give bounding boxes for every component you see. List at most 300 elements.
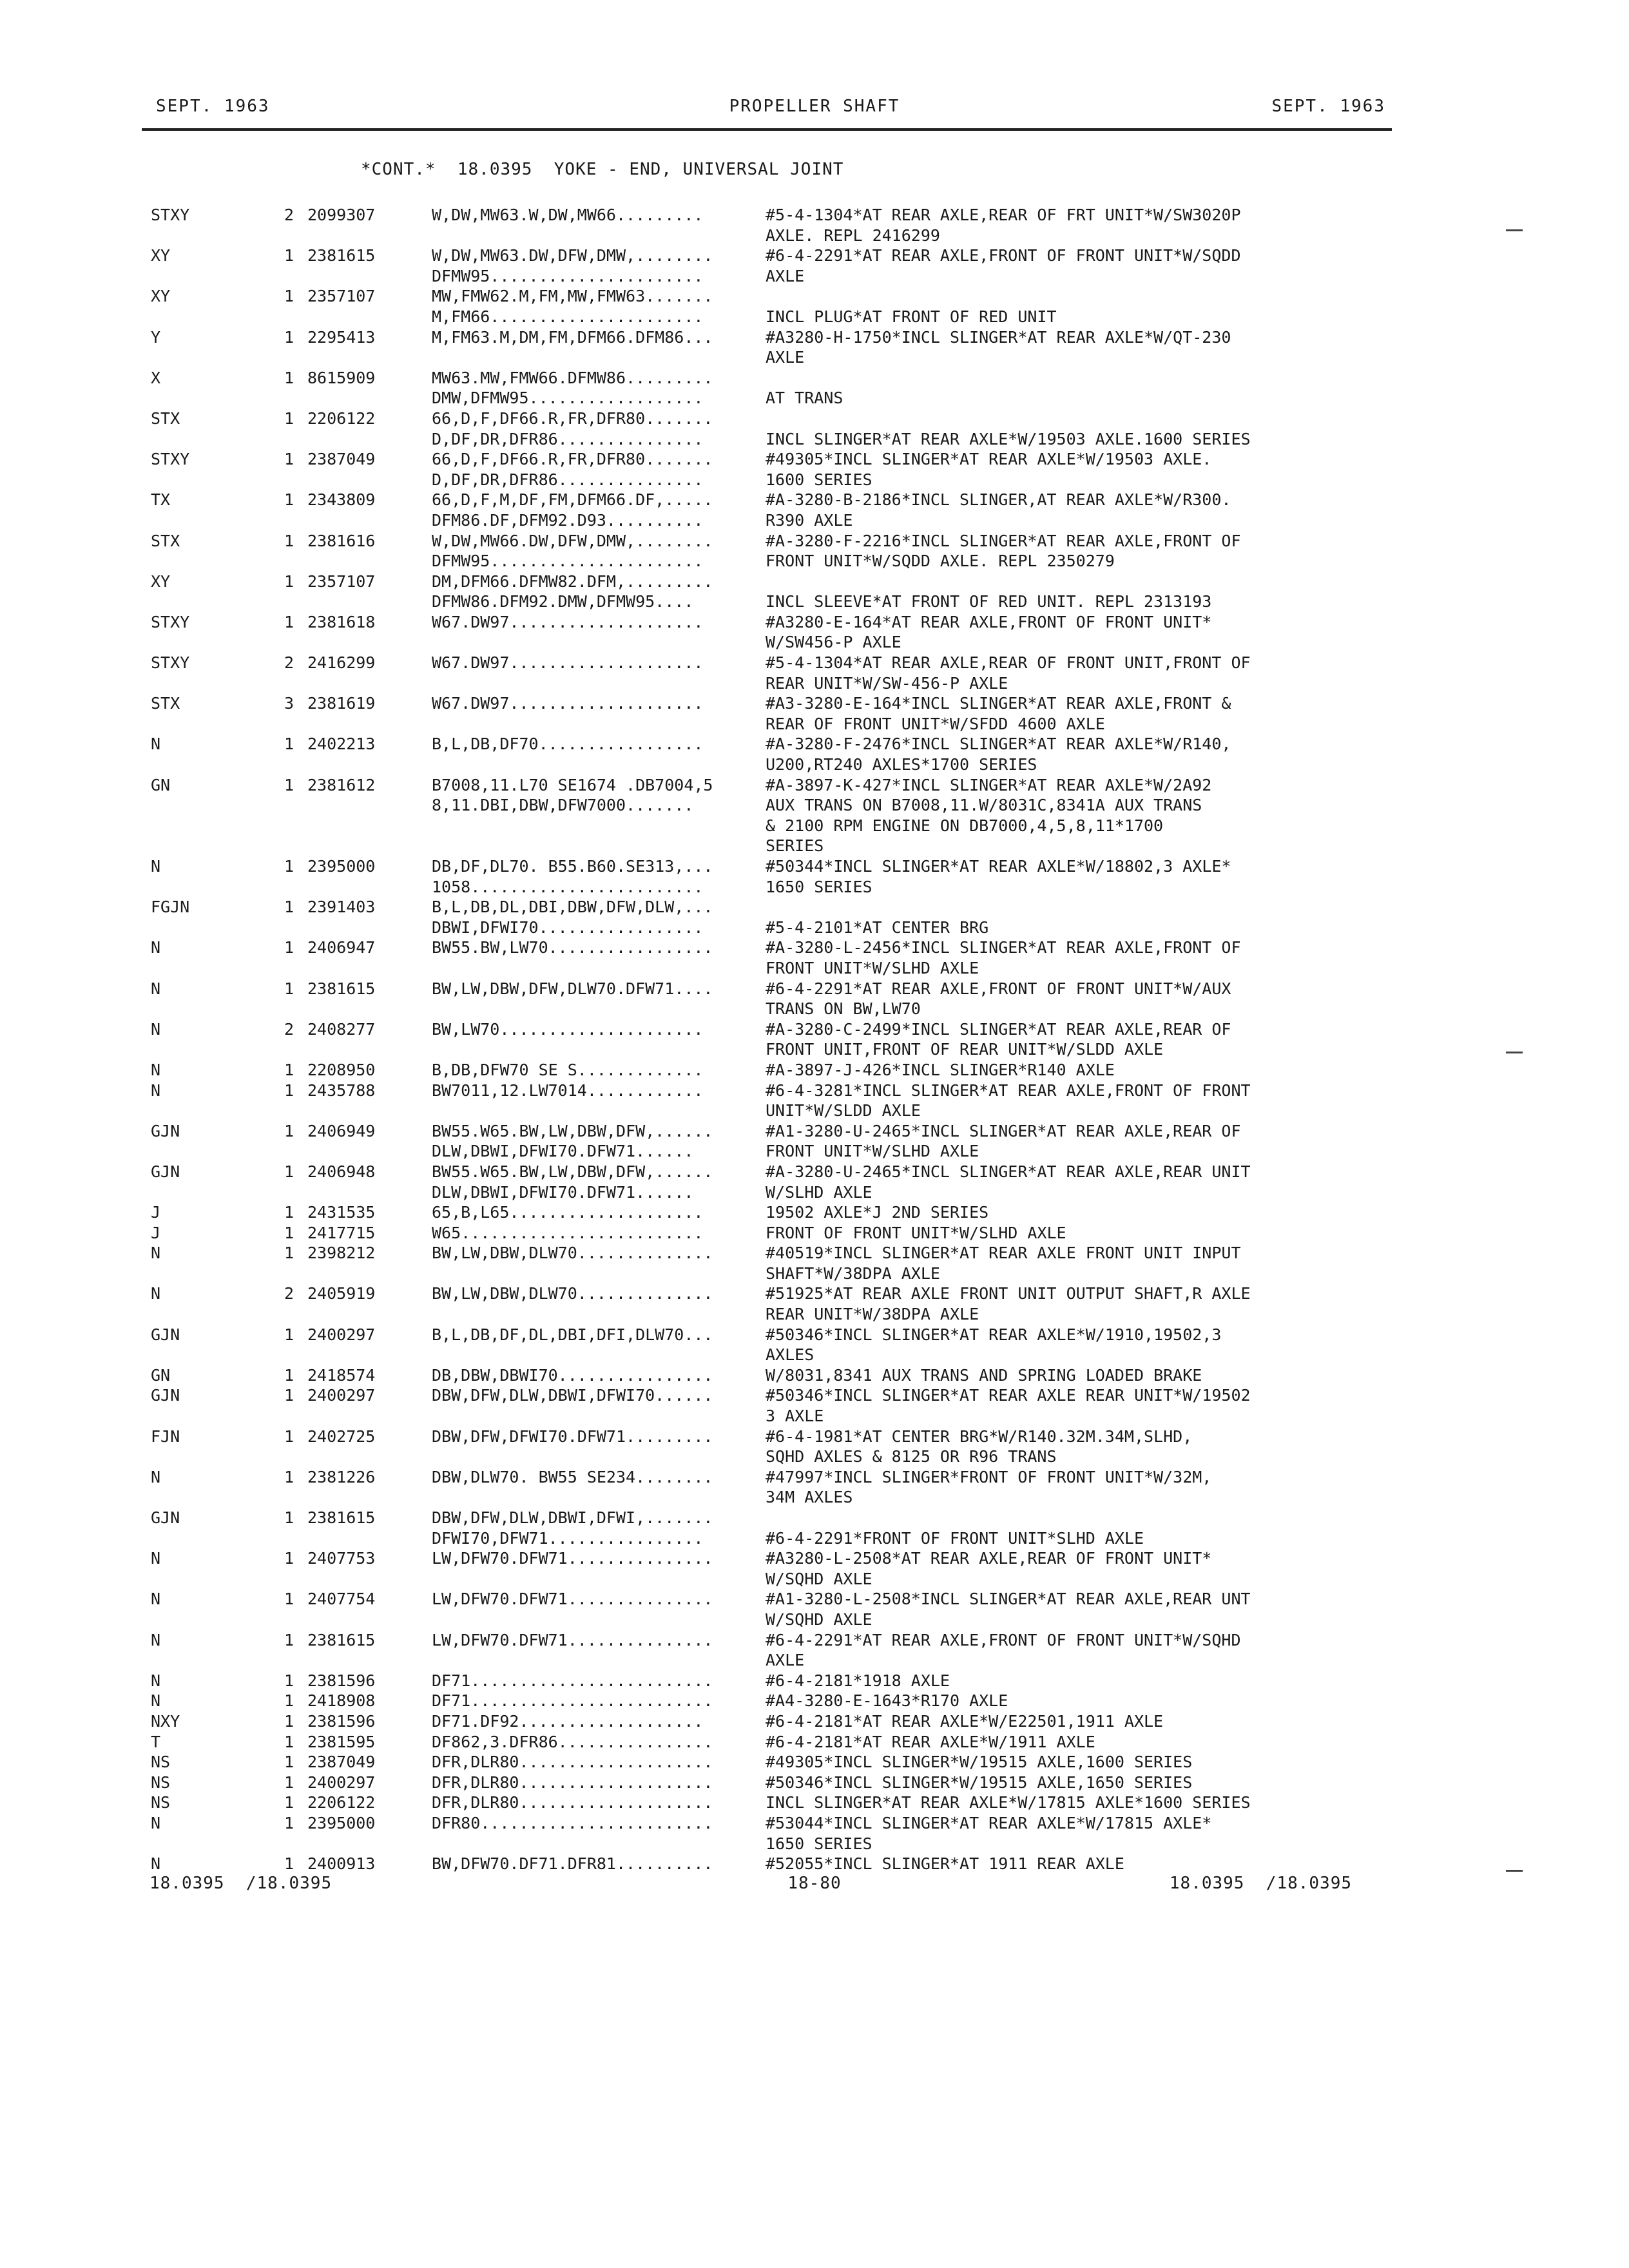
entry-quantity: 1 [284, 1549, 294, 1568]
entry-line [0, 1508, 1629, 1528]
entry-description: AXLE [766, 348, 805, 367]
entry-models: 8,11.DBI,DBW,DFW7000....... [432, 796, 694, 815]
entry-code: NXY [151, 1711, 180, 1731]
entry-part-number: 2416299 [307, 653, 376, 673]
entry-models: DBW,DFW,DLW,DBWI,DFWI,....... [432, 1508, 713, 1527]
entry-description: REAR OF FRONT UNIT*W/SFDD 4600 AXLE [766, 714, 1105, 733]
entry-part-number: 2398212 [307, 1244, 376, 1263]
entry-code: NS [151, 1793, 171, 1812]
entry-models: DF71......................... [432, 1691, 713, 1711]
entry-code: N [151, 938, 161, 957]
entry-description: #5-4-1304*AT REAR AXLE,REAR OF FRONT UNIT,FRONT OF [766, 653, 1251, 673]
entry-models: D,DF,DR,DFR86............... [432, 470, 704, 489]
entry-models: DBW,DFW,DLW,DBWI,DFWI70...... [432, 1386, 713, 1405]
part-entry [0, 693, 1629, 734]
entry-models: BW,LW70..................... [432, 1019, 704, 1039]
entry-code: FJN [151, 1427, 180, 1446]
entry-line [0, 1630, 1629, 1651]
entry-description: #A-3280-U-2465*INCL SLINGER*AT REAR AXLE,REAR UNIT [766, 1162, 1251, 1181]
part-entry [0, 1121, 1629, 1162]
entry-description: #A-3280-F-2476*INCL SLINGER*AT REAR AXLE*W/R140, [766, 735, 1231, 754]
entry-line [0, 1548, 1629, 1569]
part-entry [0, 286, 1629, 327]
entry-description: #6-4-2291*FRONT OF FRONT UNIT*SLHD AXLE [766, 1528, 1144, 1548]
entry-quantity: 1 [284, 1590, 294, 1609]
header-rule [142, 128, 1392, 131]
entry-line [0, 1406, 1629, 1427]
part-entry [0, 1671, 1629, 1691]
part-entry [0, 1325, 1629, 1365]
entry-description: FRONT UNIT*W/SLHD AXLE [766, 1142, 979, 1161]
entry-line [0, 449, 1629, 470]
entry-models: B,L,DB,DL,DBI,DBW,DFW,DLW,... [432, 898, 713, 917]
entry-quantity: 1 [284, 1386, 294, 1405]
entry-quantity: 1 [284, 1365, 294, 1385]
entry-code: N [151, 1813, 161, 1832]
entry-models: W67.DW97.................... [432, 694, 704, 713]
entry-description: #49305*INCL SLINGER*AT REAR AXLE*W/19503 AXLE. [766, 450, 1212, 469]
footer-ref-right: 18.0395 /18.0395 [1169, 1874, 1352, 1893]
entry-line [0, 266, 1629, 287]
entry-code: STX [151, 694, 180, 713]
entry-line [0, 245, 1629, 266]
entry-description: FRONT UNIT*W/SQDD AXLE. REPL 2350279 [766, 552, 1115, 571]
entry-code: N [151, 857, 161, 876]
entry-description: 19502 AXLE*J 2ND SERIES [766, 1203, 989, 1222]
entry-line [0, 286, 1629, 307]
entry-description: #50346*INCL SLINGER*AT REAR AXLE REAR UNIT*W/19502 [766, 1386, 1251, 1405]
entry-quantity: 1 [284, 1244, 294, 1263]
entry-code: GJN [151, 1325, 180, 1344]
entry-part-number: 2406949 [307, 1121, 376, 1140]
entry-quantity: 1 [284, 1753, 294, 1772]
part-entry [0, 1854, 1629, 1874]
entry-line [0, 1711, 1629, 1732]
entry-code: N [151, 1060, 161, 1079]
entry-models: MW,FMW62.M,FM,MW,FMW63....... [432, 287, 713, 306]
entry-description: 34M AXLES [766, 1488, 853, 1507]
entry-code: STX [151, 531, 180, 550]
part-entry [0, 1243, 1629, 1283]
entry-part-number: 2431535 [307, 1203, 376, 1222]
entry-line [0, 1446, 1629, 1467]
part-entry [0, 1385, 1629, 1426]
entry-line [0, 653, 1629, 673]
entry-models: W65......................... [432, 1223, 704, 1242]
entry-line [0, 1732, 1629, 1753]
entry-description: #50346*INCL SLINGER*AT REAR AXLE*W/1910,19502,3 [766, 1325, 1222, 1344]
entry-line [0, 816, 1629, 836]
entry-line [0, 1345, 1629, 1365]
entry-code: STXY [151, 206, 190, 224]
entry-quantity: 1 [284, 1223, 294, 1242]
entry-description: #A3280-L-2508*AT REAR AXLE,REAR OF FRONT UNIT* [766, 1549, 1212, 1568]
entry-quantity: 1 [284, 612, 294, 631]
entry-quantity: 1 [284, 1081, 294, 1100]
entry-description: 1650 SERIES [766, 877, 872, 896]
margin-mark [1506, 229, 1523, 231]
entry-description: #A3280-E-164*AT REAR AXLE,FRONT OF FRONT UNIT* [766, 612, 1212, 631]
entry-models: LW,DFW70.DFW71............... [432, 1590, 713, 1609]
part-entry [0, 1548, 1629, 1589]
part-entry [0, 1019, 1629, 1060]
entry-code: N [151, 1467, 161, 1486]
part-entry [0, 1081, 1629, 1121]
entry-quantity: 1 [284, 408, 294, 428]
entry-line [0, 979, 1629, 999]
entry-quantity: 1 [284, 1711, 294, 1731]
entry-line [0, 307, 1629, 327]
entry-code: J [151, 1223, 161, 1242]
part-entry [0, 327, 1629, 368]
part-entry [0, 612, 1629, 653]
entry-quantity: 1 [284, 1427, 294, 1446]
part-entry [0, 1467, 1629, 1508]
entry-description: #A1-3280-L-2508*INCL SLINGER*AT REAR AXLE,REAR UNT [766, 1590, 1251, 1609]
parts-list [0, 205, 1629, 1874]
entry-code: XY [151, 246, 171, 265]
entry-line [0, 1671, 1629, 1691]
entry-code: N [151, 979, 161, 998]
entry-line [0, 1162, 1629, 1182]
entry-models: DBWI,DFWI70................. [432, 918, 704, 937]
entry-code: FGJN [151, 898, 190, 917]
entry-description: AXLE. REPL 2416299 [766, 226, 940, 245]
part-entry [0, 979, 1629, 1019]
entry-description: W/8031,8341 AUX TRANS AND SPRING LOADED BRAKE [766, 1365, 1202, 1385]
part-entry [0, 1792, 1629, 1813]
entry-models: BW,LW,DBW,DFW,DLW70.DFW71.... [432, 979, 713, 998]
entry-models: M,FM66...................... [432, 307, 704, 326]
entry-models: 1058........................ [432, 877, 704, 896]
entry-part-number: 2418574 [307, 1365, 376, 1385]
entry-code: N [151, 1590, 161, 1609]
entry-code: N [151, 1630, 161, 1649]
entry-part-number: 2381595 [307, 1732, 376, 1751]
entry-part-number: 2381616 [307, 531, 376, 550]
part-entry [0, 368, 1629, 408]
entry-line [0, 470, 1629, 490]
entry-line [0, 1610, 1629, 1630]
entry-line [0, 368, 1629, 389]
entry-line [0, 714, 1629, 735]
entry-models: DFR80........................ [432, 1813, 713, 1832]
entry-models: M,FM63.M,DM,FM,DFM66.DFM86... [432, 327, 713, 347]
part-entry [0, 490, 1629, 530]
entry-code: Y [151, 327, 161, 347]
entry-quantity: 1 [284, 1162, 294, 1181]
entry-line [0, 1121, 1629, 1142]
entry-description: #6-4-2181*AT REAR AXLE*W/E22501,1911 AXLE [766, 1711, 1164, 1731]
entry-line [0, 591, 1629, 612]
entry-models: DBW,DFW,DFWI70.DFW71......... [432, 1427, 713, 1446]
entry-models: W,DW,MW63.W,DW,MW66......... [432, 206, 704, 224]
entry-models: DM,DFM66.DFMW82.DFM,......... [432, 572, 713, 591]
entry-quantity: 2 [284, 1019, 294, 1039]
entry-quantity: 1 [284, 327, 294, 347]
entry-description: #6-4-2291*AT REAR AXLE,FRONT OF FRONT UNIT*W/SQDD [766, 246, 1241, 265]
entry-models: 66,D,F,DF66.R,FR,DFR80....... [432, 450, 713, 469]
entry-models: BW55.W65.BW,LW,DBW,DFW,...... [432, 1162, 713, 1181]
entry-line [0, 388, 1629, 408]
entry-description: AXLE [766, 266, 805, 285]
entry-description: #A3-3280-E-164*INCL SLINGER*AT REAR AXLE,FRONT & [766, 694, 1231, 713]
part-entry [0, 856, 1629, 897]
entry-code: STXY [151, 612, 190, 631]
entry-models: DF71......................... [432, 1671, 713, 1690]
entry-description: #53044*INCL SLINGER*AT REAR AXLE*W/17815 AXLE* [766, 1813, 1212, 1832]
entry-description: #A-3280-L-2456*INCL SLINGER*AT REAR AXLE,FRONT OF [766, 938, 1241, 957]
entry-description: #A-3280-F-2216*INCL SLINGER*AT REAR AXLE,FRONT OF [766, 531, 1241, 550]
entry-line [0, 958, 1629, 979]
entry-models: DFWI70,DFW71................ [432, 1528, 704, 1548]
entry-models: DB,DF,DL70. B55.B60.SE313,... [432, 857, 713, 876]
entry-description: #51925*AT REAR AXLE FRONT UNIT OUTPUT SHAFT,R AXLE [766, 1284, 1251, 1303]
entry-models: D,DF,DR,DFR86............... [432, 429, 704, 448]
entry-quantity: 1 [284, 1671, 294, 1690]
part-entry [0, 775, 1629, 856]
entry-description: #A1-3280-U-2465*INCL SLINGER*AT REAR AXLE,REAR OF [766, 1121, 1241, 1140]
entry-code: GJN [151, 1121, 180, 1140]
part-entry [0, 1202, 1629, 1223]
entry-description: U200,RT240 AXLES*1700 SERIES [766, 755, 1037, 774]
entry-part-number: 2387049 [307, 450, 376, 469]
entry-code: T [151, 1732, 161, 1751]
part-entry [0, 1223, 1629, 1244]
entry-models: DF71.DF92................... [432, 1711, 704, 1731]
entry-description: #50344*INCL SLINGER*AT REAR AXLE*W/18802,3 AXLE* [766, 857, 1231, 876]
entry-line [0, 1792, 1629, 1813]
entry-description: #A3280-H-1750*INCL SLINGER*AT REAR AXLE*W/QT-230 [766, 327, 1231, 347]
entry-line [0, 1467, 1629, 1488]
entry-line [0, 429, 1629, 450]
part-entry [0, 531, 1629, 572]
entry-code: X [151, 368, 161, 387]
part-entry [0, 897, 1629, 937]
entry-description: AUX TRANS ON B7008,11.W/8031C,8341A AUX TRANS [766, 796, 1202, 815]
part-entry [0, 408, 1629, 449]
entry-models: 66,D,F,DF66.R,FR,DFR80....... [432, 408, 713, 428]
entry-description: TRANS ON BW,LW70 [766, 999, 921, 1019]
entry-models: LW,DFW70.DFW71............... [432, 1549, 713, 1568]
entry-line [0, 734, 1629, 754]
entry-part-number: 2406947 [307, 938, 376, 957]
entry-description: W/SQHD AXLE [766, 1610, 872, 1629]
entry-quantity: 1 [284, 735, 294, 754]
entry-part-number: 2357107 [307, 572, 376, 591]
entry-line [0, 1019, 1629, 1040]
entry-description: W/SQHD AXLE [766, 1569, 872, 1588]
part-entry [0, 734, 1629, 774]
entry-part-number: 2381619 [307, 694, 376, 713]
entry-models: BW55.BW,LW70................. [432, 938, 713, 957]
entry-description: #A-3280-B-2186*INCL SLINGER,AT REAR AXLE*W/R300. [766, 490, 1231, 510]
entry-description: #6-4-1981*AT CENTER BRG*W/R140.32M.34M,SLHD, [766, 1427, 1193, 1446]
page-number: 18-80 [787, 1874, 842, 1893]
entry-part-number: 2400913 [307, 1854, 376, 1874]
entry-description: 3 AXLE [766, 1407, 824, 1426]
entry-quantity: 1 [284, 287, 294, 306]
entry-line [0, 1528, 1629, 1549]
entry-line [0, 1039, 1629, 1060]
part-entry [0, 1283, 1629, 1324]
entry-models: DMW,DFMW95.................. [432, 389, 704, 408]
entry-line [0, 1060, 1629, 1081]
entry-part-number: 2407753 [307, 1549, 376, 1568]
entry-line [0, 572, 1629, 592]
part-entry [0, 1630, 1629, 1671]
entry-code: GJN [151, 1386, 180, 1405]
entry-models: W67.DW97.................... [432, 612, 704, 631]
entry-part-number: 2357107 [307, 287, 376, 306]
entry-quantity: 1 [284, 531, 294, 550]
part-entry [0, 1711, 1629, 1732]
entry-part-number: 2208950 [307, 1060, 376, 1079]
entry-quantity: 1 [284, 898, 294, 917]
part-entry [0, 1691, 1629, 1711]
entry-part-number: 2395000 [307, 857, 376, 876]
entry-code: N [151, 1549, 161, 1568]
entry-part-number: 2402213 [307, 735, 376, 754]
entry-description: #A-3897-K-427*INCL SLINGER*AT REAR AXLE*W/2A92 [766, 775, 1212, 794]
entry-models: MW63.MW,FMW66.DFMW86......... [432, 368, 713, 387]
entry-part-number: 2381615 [307, 246, 376, 265]
part-entry [0, 205, 1629, 245]
entry-line [0, 1691, 1629, 1711]
entry-line [0, 1100, 1629, 1121]
entry-models: 65,B,L65.................... [432, 1203, 704, 1222]
part-entry [0, 1813, 1629, 1854]
entry-quantity: 1 [284, 1813, 294, 1832]
entry-line [0, 1487, 1629, 1508]
entry-line [0, 897, 1629, 918]
entry-part-number: 2405919 [307, 1284, 376, 1303]
entry-description: #A-3280-C-2499*INCL SLINGER*AT REAR AXLE,REAR OF [766, 1019, 1231, 1039]
entry-part-number: 2206122 [307, 1793, 376, 1812]
entry-quantity: 1 [284, 246, 294, 265]
header-date-left: SEPT. 1963 [156, 97, 270, 116]
entry-part-number: 2406948 [307, 1162, 376, 1181]
entry-code: XY [151, 572, 171, 591]
entry-models: LW,DFW70.DFW71............... [432, 1630, 713, 1649]
entry-description: 1650 SERIES [766, 1834, 872, 1853]
entry-description: AXLE [766, 1651, 805, 1670]
entry-models: B,L,DB,DF70................. [432, 735, 704, 754]
entry-line [0, 836, 1629, 856]
entry-line [0, 551, 1629, 572]
entry-line [0, 408, 1629, 429]
entry-line [0, 1283, 1629, 1304]
entry-description: INCL SLINGER*AT REAR AXLE*W/17815 AXLE*1600 SERIES [766, 1793, 1251, 1812]
entry-code: NS [151, 1753, 171, 1772]
entry-description: R390 AXLE [766, 510, 853, 530]
entry-line [0, 937, 1629, 958]
entry-code: N [151, 735, 161, 754]
entry-code: N [151, 1671, 161, 1690]
entry-part-number: 2400297 [307, 1386, 376, 1405]
footer-ref-left: 18.0395 /18.0395 [149, 1874, 333, 1893]
entry-description: SERIES [766, 836, 824, 856]
entry-line [0, 1141, 1629, 1162]
entry-quantity: 1 [284, 1508, 294, 1527]
entry-code: N [151, 1284, 161, 1303]
part-entry [0, 1773, 1629, 1793]
entry-description: #6-4-3281*INCL SLINGER*AT REAR AXLE,FRONT OF FRONT [766, 1081, 1251, 1100]
entry-description: W/SLHD AXLE [766, 1182, 872, 1202]
entry-part-number: 2381226 [307, 1467, 376, 1486]
entry-line [0, 999, 1629, 1019]
entry-description: #47997*INCL SLINGER*FRONT OF FRONT UNIT*W/32M, [766, 1467, 1212, 1486]
entry-models: DFR,DLR80.................... [432, 1753, 713, 1772]
entry-line [0, 775, 1629, 796]
entry-models: DFMW86.DFM92.DMW,DFMW95.... [432, 592, 694, 611]
entry-models: BW55.W65.BW,LW,DBW,DFW,...... [432, 1121, 713, 1140]
entry-models: 66,D,F,M,DF,FM,DFM66.DF,..... [432, 490, 713, 510]
entry-line [0, 510, 1629, 531]
entry-line [0, 1854, 1629, 1874]
part-entry [0, 1427, 1629, 1467]
entry-line [0, 612, 1629, 633]
entry-code: NS [151, 1773, 171, 1792]
entry-line [0, 1752, 1629, 1773]
entry-description: FRONT OF FRONT UNIT*W/SLHD AXLE [766, 1223, 1066, 1242]
entry-description: AT TRANS [766, 389, 843, 408]
part-entry [0, 1752, 1629, 1773]
entry-models: DFR,DLR80.................... [432, 1773, 713, 1792]
entry-code: J [151, 1203, 161, 1222]
entry-models: BW7011,12.LW7014............ [432, 1081, 704, 1100]
entry-part-number: 2381615 [307, 979, 376, 998]
entry-line [0, 531, 1629, 552]
part-entry [0, 1589, 1629, 1629]
entry-line [0, 1243, 1629, 1264]
entry-quantity: 1 [284, 368, 294, 387]
entry-quantity: 1 [284, 450, 294, 469]
header-date-right: SEPT. 1963 [1271, 97, 1385, 116]
entry-code: GJN [151, 1162, 180, 1181]
entry-code: N [151, 1691, 161, 1711]
entry-part-number: 2391403 [307, 898, 376, 917]
entry-description: #6-4-2181*1918 AXLE [766, 1671, 950, 1690]
entry-part-number: 2381596 [307, 1711, 376, 1731]
entry-models: DBW,DLW70. BW55 SE234........ [432, 1467, 713, 1486]
margin-mark [1506, 1052, 1523, 1053]
entry-line [0, 673, 1629, 694]
entry-line [0, 1650, 1629, 1671]
entry-part-number: 8615909 [307, 368, 376, 387]
entry-models: B,DB,DFW70 SE S............. [432, 1060, 704, 1079]
entry-description: #52055*INCL SLINGER*AT 1911 REAR AXLE [766, 1854, 1124, 1874]
entry-line [0, 1427, 1629, 1447]
entry-quantity: 3 [284, 694, 294, 713]
entry-code: STXY [151, 450, 190, 469]
entry-part-number: 2381596 [307, 1671, 376, 1690]
entry-part-number: 2435788 [307, 1081, 376, 1100]
entry-quantity: 1 [284, 1121, 294, 1140]
entry-description: #5-4-1304*AT REAR AXLE,REAR OF FRT UNIT*W/SW3020P [766, 206, 1241, 224]
entry-models: DLW,DBWI,DFWI70.DFW71...... [432, 1142, 694, 1161]
entry-part-number: 2381612 [307, 775, 376, 794]
entry-code: GN [151, 1365, 171, 1385]
entry-models: B,L,DB,DF,DL,DBI,DFI,DLW70... [432, 1325, 713, 1344]
entry-part-number: 2417715 [307, 1223, 376, 1242]
entry-line [0, 754, 1629, 775]
entry-models: W67.DW97.................... [432, 653, 704, 673]
entry-line [0, 856, 1629, 877]
part-entry [0, 1060, 1629, 1081]
entry-line [0, 1365, 1629, 1386]
entry-code: N [151, 1019, 161, 1039]
